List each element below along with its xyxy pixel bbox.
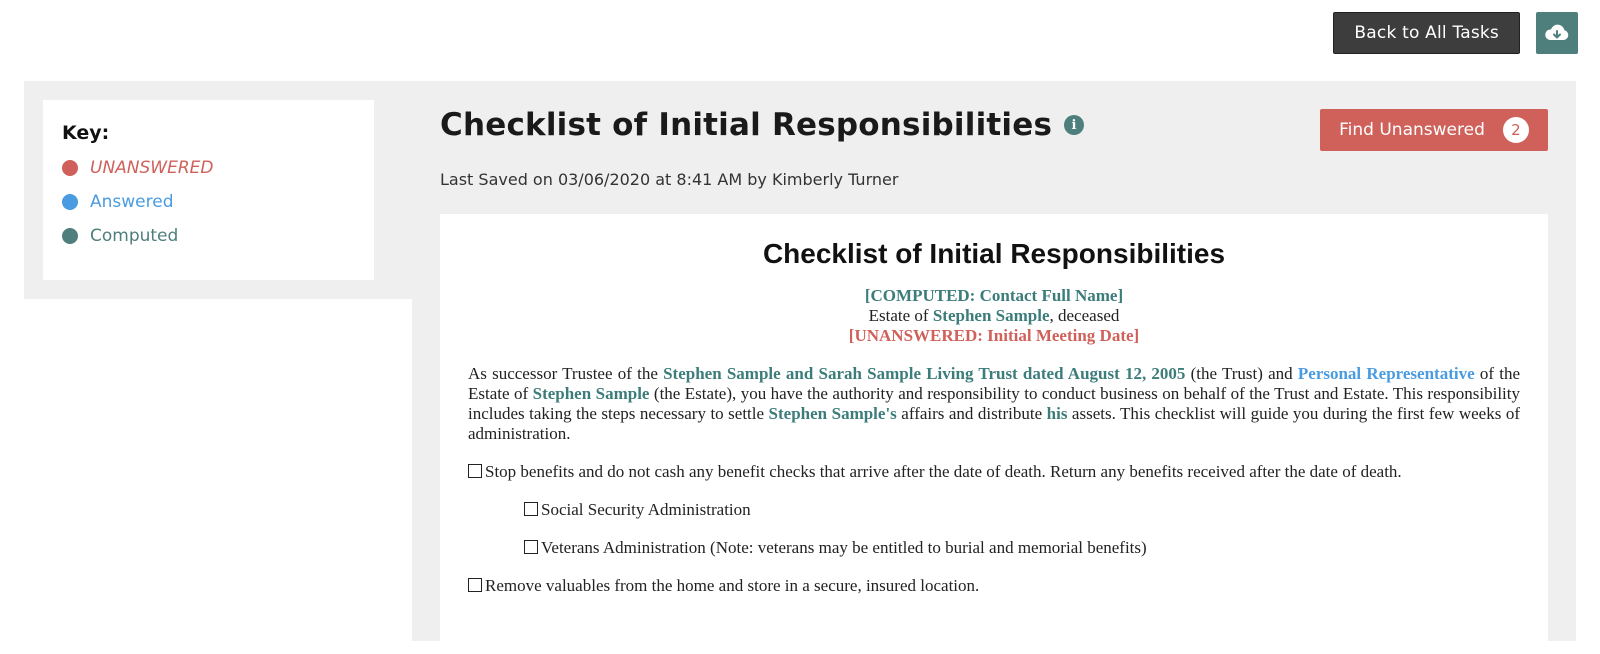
checklist-item-text: Social Security Administration <box>541 500 751 519</box>
checklist-item-text: Remove valuables from the home and store in a secure, insured location. <box>485 576 980 595</box>
estate-line <box>468 306 1520 326</box>
checklist-item-text: Veterans Administration (Note: veterans may be entitled to burial and memorial benefits) <box>541 538 1147 557</box>
estate-name-field[interactable]: Stephen Sample <box>932 306 1050 325</box>
document-preview <box>440 214 1548 654</box>
key-item-answered <box>62 192 174 212</box>
checkbox-icon <box>468 464 482 478</box>
info-icon[interactable]: i <box>1064 115 1084 135</box>
intro-text-2: (the Trust) and <box>1185 364 1298 383</box>
checkbox-icon <box>524 502 538 516</box>
intro-text-1: As successor Trustee of the <box>468 364 664 383</box>
intro-text-5: affairs and distribute <box>896 404 1047 423</box>
document-title: Checklist of Initial Responsibilities <box>762 238 1226 269</box>
key-item-computed <box>62 226 178 246</box>
pronoun-field[interactable]: his <box>1046 404 1068 423</box>
role-field[interactable]: Personal Representative <box>1297 364 1475 383</box>
decedent-name-field[interactable]: Stephen Sample <box>532 384 650 403</box>
page-title-text: Checklist of Initial Responsibilities <box>440 107 1053 143</box>
unanswered-count-badge: 2 <box>1503 117 1529 143</box>
last-saved-text: Last Saved on 03/06/2020 at 8:41 AM by Kimberly Turner <box>440 170 899 189</box>
intro-text-4: (the Estate), you have the authority and responsibility to conduct business on behalf of the Trust and Estate. This responsibility includes taking the steps necessary to settle <box>468 384 1520 423</box>
checklist-item-text: Stop benefits and do not cash any benefit checks that arrive after the date of death. Return any benefits received after the date of death. <box>485 462 1402 481</box>
key-label-answered: Answered <box>90 192 174 212</box>
computed-contact-field[interactable]: [COMPUTED: Contact Full Name] <box>864 286 1124 305</box>
key-title: Key: <box>62 122 110 144</box>
intro-text-6: assets. This checklist will guide you during the first few weeks of administration. <box>468 404 1520 443</box>
key-item-unanswered <box>62 158 214 178</box>
checkbox-icon <box>468 578 482 592</box>
cloud-download-icon <box>1544 23 1570 43</box>
top-toolbar <box>1333 12 1578 54</box>
decedent-possessive-field[interactable]: Stephen Sample's <box>768 404 897 423</box>
checklist-subitem <box>524 538 1520 558</box>
answered-dot-icon <box>62 194 78 210</box>
checklist-subitem <box>524 500 1520 520</box>
download-button[interactable] <box>1536 12 1578 54</box>
find-unanswered-label: Find Unanswered <box>1339 120 1485 140</box>
unanswered-dot-icon <box>62 160 78 176</box>
intro-text-3: of the Estate of <box>468 364 1520 403</box>
back-to-all-tasks-button[interactable]: Back to All Tasks <box>1333 12 1520 54</box>
computed-dot-icon <box>62 228 78 244</box>
main-panel <box>412 81 1576 641</box>
estate-suffix: , deceased <box>1049 306 1120 325</box>
unanswered-meeting-date-field[interactable]: [UNANSWERED: Initial Meeting Date] <box>848 326 1140 345</box>
trust-name-field[interactable]: Stephen Sample and Sarah Sample Living Trust dated August 12, 2005 <box>663 364 1186 383</box>
key-card <box>43 100 374 280</box>
checklist-item <box>468 462 1520 482</box>
key-label-unanswered: UNANSWERED <box>90 158 214 178</box>
key-panel <box>24 81 416 299</box>
estate-prefix: Estate of <box>868 306 933 325</box>
checklist-item <box>468 576 1520 596</box>
find-unanswered-button[interactable] <box>1320 109 1548 151</box>
checkbox-icon <box>524 540 538 554</box>
page-title <box>440 107 1084 143</box>
key-label-computed: Computed <box>90 226 179 246</box>
intro-paragraph <box>468 364 1520 444</box>
